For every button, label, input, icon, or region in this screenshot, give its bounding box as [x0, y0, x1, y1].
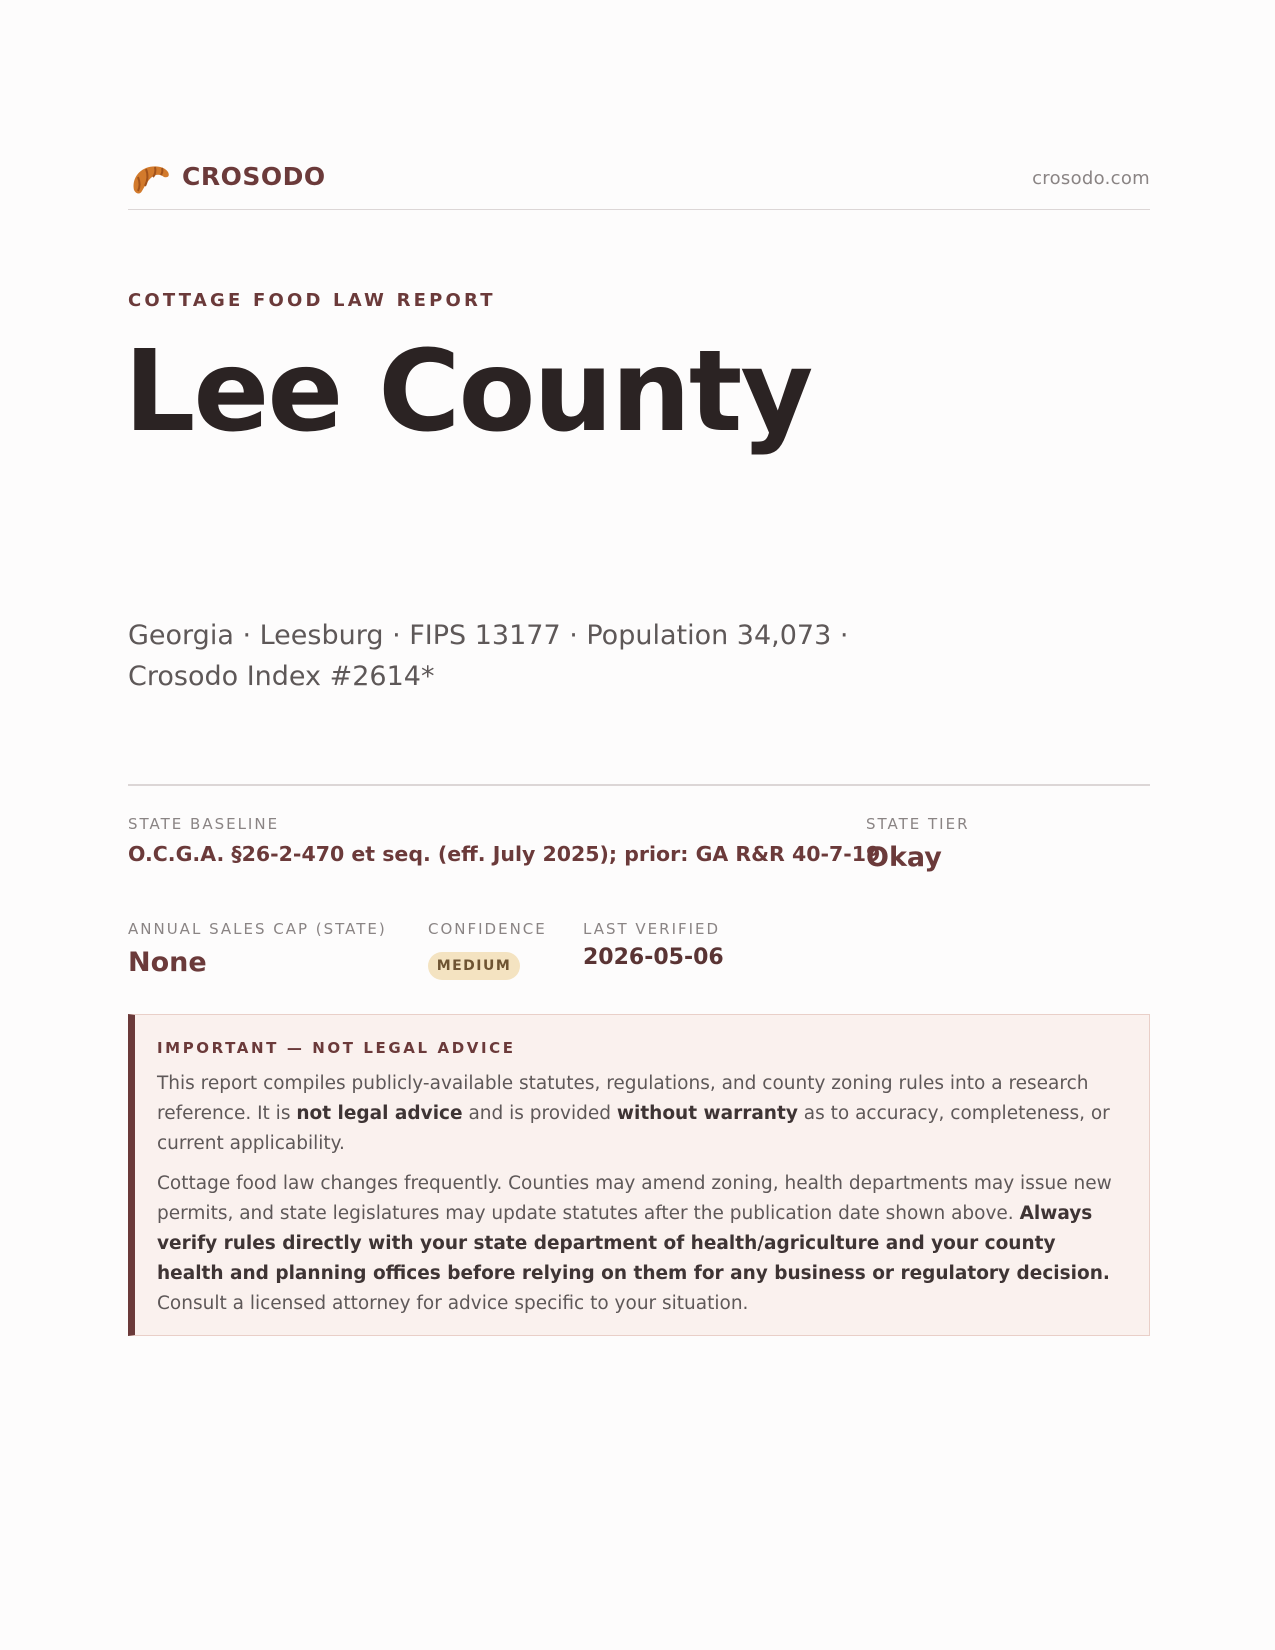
website-link[interactable]: crosodo.com	[1032, 168, 1150, 189]
state-baseline-label: STATE BASELINE	[128, 815, 280, 833]
sales-cap-value: None	[128, 947, 207, 978]
notice-text: This report compiles publicly-available statutes, regulations, and county zoning rules into a research reference. It is	[157, 1073, 1089, 1124]
notice-heading: IMPORTANT — NOT LEGAL ADVICE	[157, 1039, 516, 1057]
page-header	[128, 158, 1150, 210]
county-meta	[128, 615, 888, 697]
notice-emphasis: without warranty	[616, 1103, 798, 1124]
brand-name: CROSODO	[182, 162, 326, 191]
croissant-icon	[128, 160, 172, 198]
state-tier-label: STATE TIER	[866, 815, 970, 833]
notice-text: and is provided	[462, 1103, 617, 1124]
notice-paragraph-2	[157, 1169, 1117, 1319]
notice-text: Consult a licensed attorney for advice specific to your situation.	[157, 1293, 749, 1314]
county-meta-line-2: Crosodo Index #2614*	[128, 661, 435, 692]
state-baseline-value: O.C.G.A. §26-2-470 et seq. (eff. July 2025); prior: GA R&R 40-7-19	[128, 842, 881, 866]
county-meta-line-1: Georgia · Leesburg · FIPS 13177 · Population 34,073 ·	[128, 620, 849, 651]
state-tier-value: Okay	[866, 842, 942, 873]
last-verified-label: LAST VERIFIED	[583, 920, 721, 938]
report-eyebrow: COTTAGE FOOD LAW REPORT	[128, 290, 496, 311]
page-title: Lee County	[124, 327, 812, 457]
confidence-badge: MEDIUM	[428, 952, 520, 980]
notice-text: Cottage food law changes frequently. Counties may amend zoning, health departments may issue new permits, and state legislatures may update statutes after the publication date shown above.	[157, 1173, 1112, 1224]
section-divider	[128, 784, 1150, 786]
legal-notice	[128, 1014, 1150, 1336]
last-verified-value: 2026-05-06	[583, 945, 724, 970]
sales-cap-label: ANNUAL SALES CAP (STATE)	[128, 920, 387, 938]
notice-emphasis: Always verify rules directly with your state department of health/agriculture and your county health and planning offices before relying on them for any business or regulatory decision.	[157, 1203, 1110, 1284]
notice-body	[157, 1069, 1117, 1329]
notice-emphasis: not legal advice	[296, 1103, 463, 1124]
notice-text: as to accuracy, completeness, or current applicability.	[157, 1103, 1110, 1154]
notice-paragraph-1	[157, 1069, 1117, 1159]
confidence-label: CONFIDENCE	[428, 920, 547, 938]
